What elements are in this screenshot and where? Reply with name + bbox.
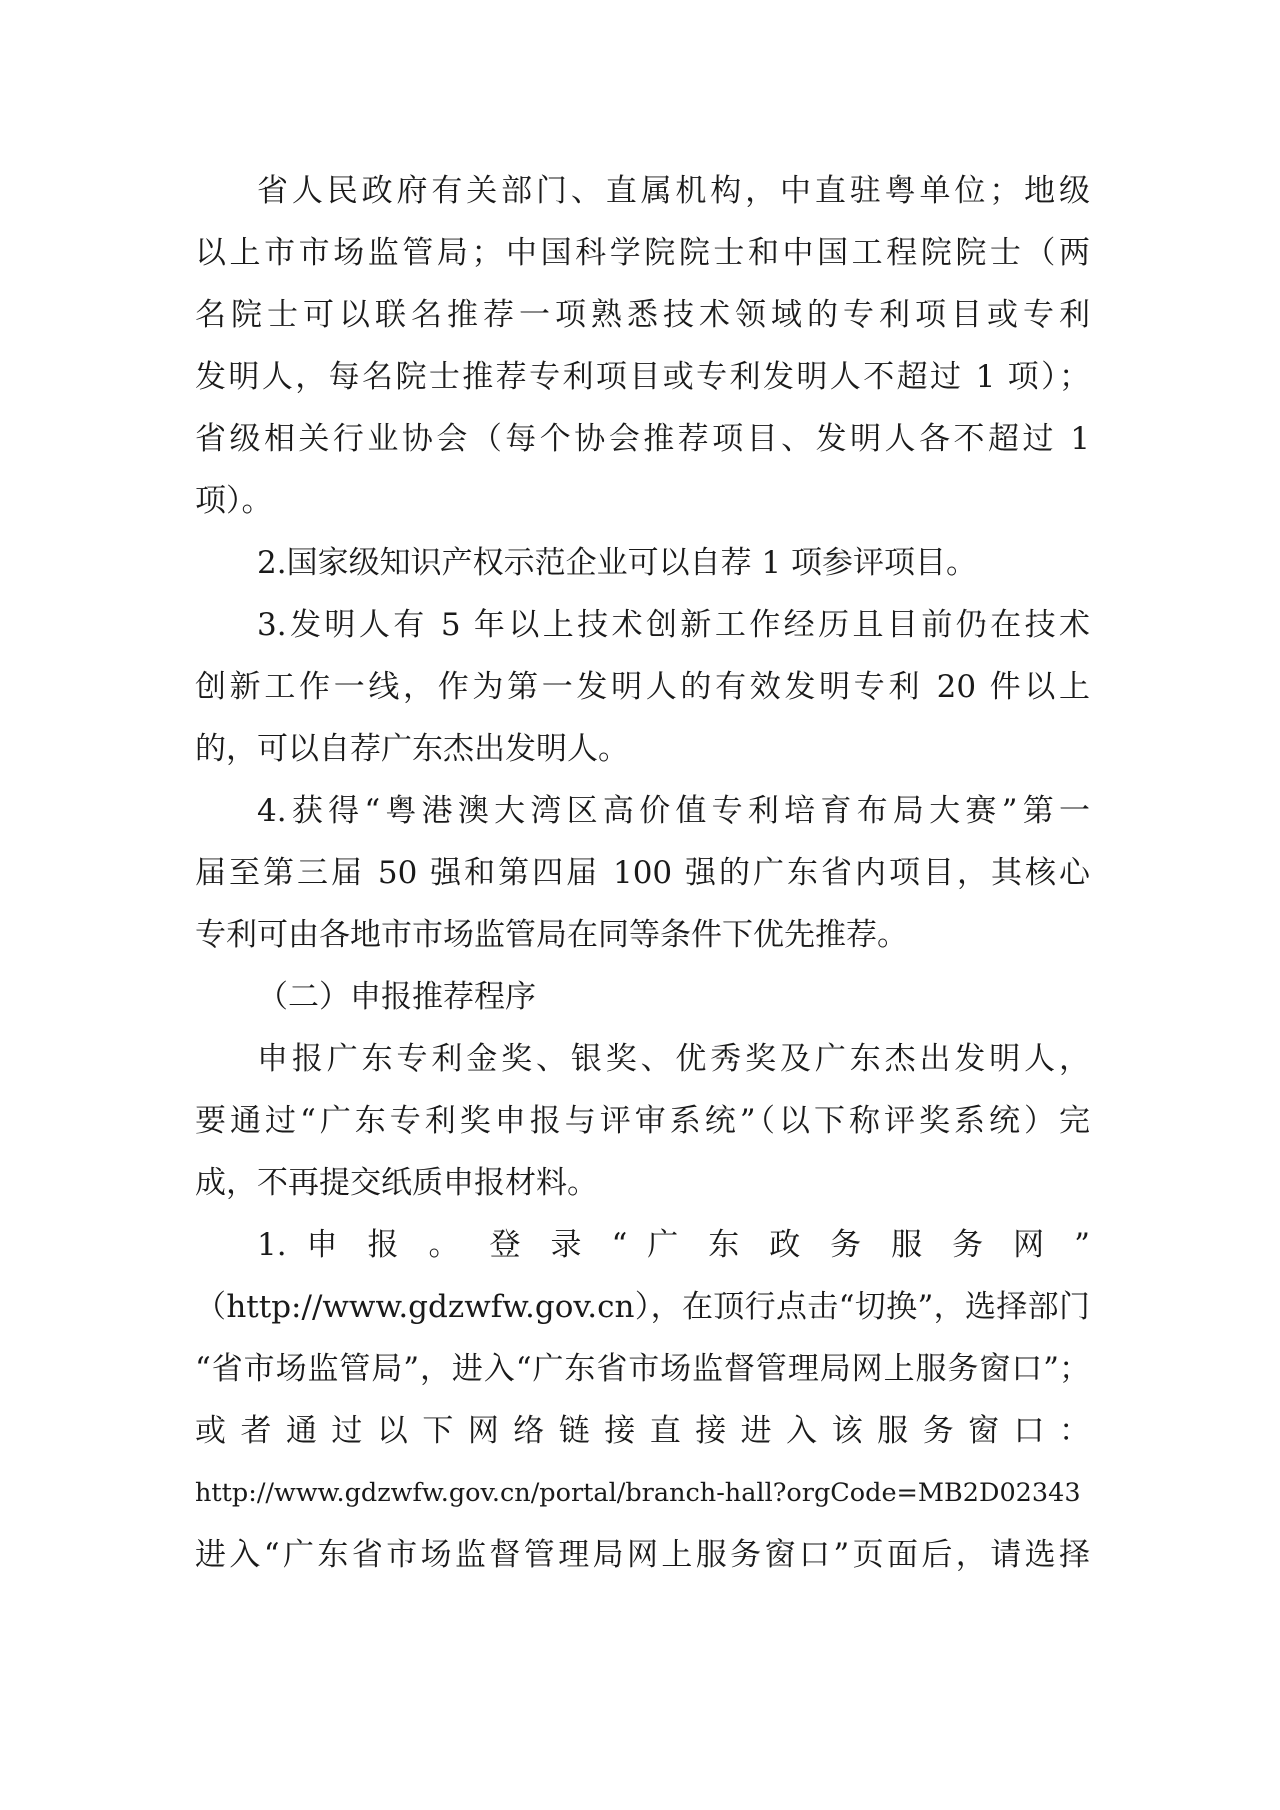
text-line: 3.发明人有 5 年以上技术创新工作经历且目前仍在技术 xyxy=(257,607,1090,643)
text-line: 发明人，每名院士推荐专利项目或专利发明人不超过 1 项）； xyxy=(195,359,1090,395)
text-line: 项）。 xyxy=(195,483,273,519)
text-line: 以上市市场监管局；中国科学院院士和中国工程院院士（两 xyxy=(195,235,1090,271)
text-line: 要通过“广东专利奖申报与评审系统”（以下称评奖系统）完 xyxy=(195,1103,1090,1139)
document-body xyxy=(195,160,1090,1586)
text-line: 专利可由各地市市场监管局在同等条件下优先推荐。 xyxy=(195,917,908,953)
text-line: 的，可以自荐广东杰出发明人。 xyxy=(195,731,629,767)
text-line: （http://www.gdzwfw.gov.cn），在顶行点击“切换”，选择部门 xyxy=(195,1289,1090,1325)
text-line: 2.国家级知识产权示范企业可以自荐 1 项参评项目。 xyxy=(257,545,978,581)
text-line: 申报广东专利金奖、银奖、优秀奖及广东杰出发明人， xyxy=(257,1041,1090,1077)
text-line: 成，不再提交纸质申报材料。 xyxy=(195,1165,598,1201)
text-line: “省市场监管局”，进入“广东省市场监督管理局网上服务窗口”； xyxy=(195,1351,1090,1387)
section-heading: （二）申报推荐程序 xyxy=(257,979,536,1015)
text-line: 省人民政府有关部门、直属机构，中直驻粤单位；地级 xyxy=(257,173,1090,209)
text-line: 名院士可以联名推荐一项熟悉技术领域的专利项目或专利 xyxy=(195,297,1090,333)
text-line: 创新工作一线，作为第一发明人的有效发明专利 20 件以上 xyxy=(195,669,1090,705)
text-line: 省级相关行业协会（每个协会推荐项目、发明人各不超过 1 xyxy=(195,421,1090,457)
text-line: 届至第三届 50 强和第四届 100 强的广东省内项目，其核心 xyxy=(195,855,1090,891)
text-line: 1. 申 报 。 登 录 “ 广 东 政 务 服 务 网 ” xyxy=(257,1227,1090,1263)
text-line: 进入“广东省市场监督管理局网上服务窗口”页面后，请选择 xyxy=(195,1537,1090,1573)
url-line: http://www.gdzwfw.gov.cn/portal/branch-hall?orgCode=MB2D02343 xyxy=(195,1478,1081,1508)
text-line: 或 者 通 过 以 下 网 络 链 接 直 接 进 入 该 服 务 窗 口 ： xyxy=(195,1413,1090,1449)
text-line: 4.获得“粤港澳大湾区高价值专利培育布局大赛”第一 xyxy=(257,793,1090,829)
